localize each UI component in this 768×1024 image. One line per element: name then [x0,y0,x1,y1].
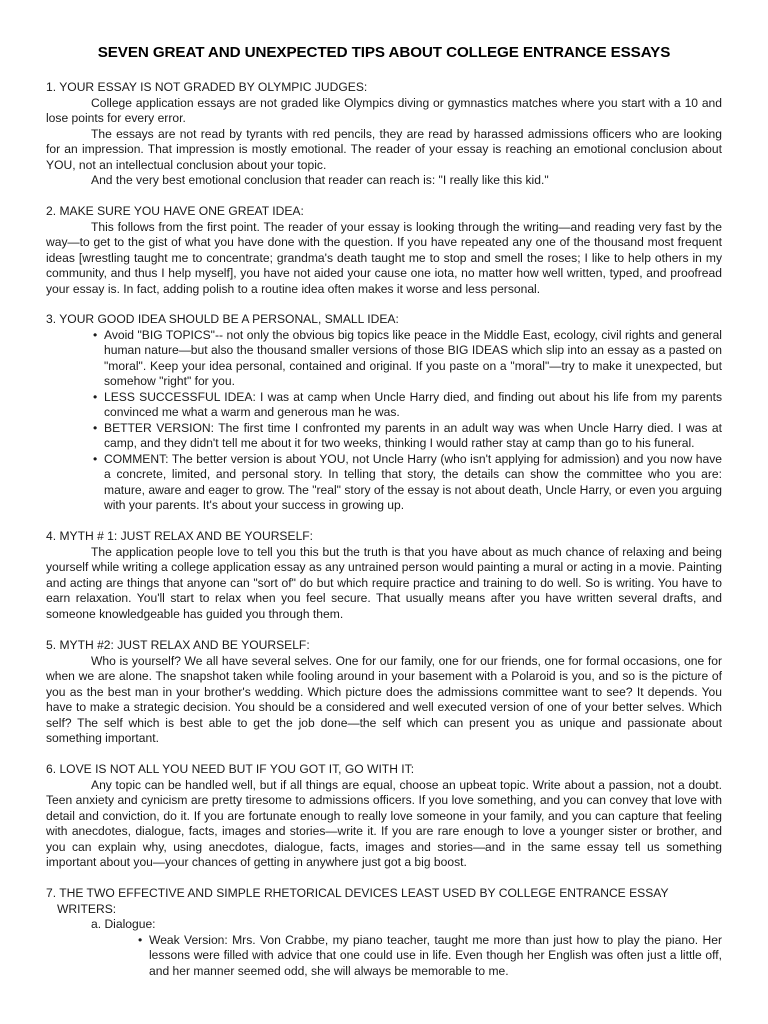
bullet-list [46,933,722,980]
section-heading: 3. YOUR GOOD IDEA SHOULD BE A PERSONAL, SMALL IDEA: [46,312,399,326]
list-item [91,421,722,452]
bullet-icon: • [93,389,98,404]
section-heading: 1. YOUR ESSAY IS NOT GRADED BY OLYMPIC JUDGES: [46,80,368,94]
bullet-icon: • [93,420,98,435]
paragraph: And the very best emotional conclusion that reader can reach is: "I really like this kid." [91,173,549,187]
section-5 [46,638,722,747]
bullet-list [46,328,722,514]
list-item-text: BETTER VERSION: The first time I confronted my parents in an adult way was when Uncle Harry died. I was at camp, and they didn't tell me about it for two weeks, thinking I would rather stay at camp than go to his funeral. [104,420,722,450]
bullet-icon: • [138,932,143,947]
paragraph: Who is yourself? We all have several selves. One for our family, one for our friends, one for formal occasions, one for when we are alone. The snapshot taken while fooling around in your basement with a Polaroid is you, and so is the picture of you as the best man in your brother's wedding. Which picture does the admissions committee want to see? It depends. You have to make a strategic decision. You should be a considered and well executed version of one of your better selves. Which self? The self which is best able to get the job done—the self which can present you as unique and passionate about something important. [46,653,722,745]
section-4 [46,529,722,622]
section-6 [46,762,722,871]
document-title: SEVEN GREAT AND UNEXPECTED TIPS ABOUT COLLEGE ENTRANCE ESSAYS [97,44,671,61]
section-heading: 7. THE TWO EFFECTIVE AND SIMPLE RHETORICAL DEVICES LEAST USED BY COLLEGE ENTRANCE ESSAY [46,886,669,900]
paragraph: Any topic can be handled well, but if all things are equal, choose an upbeat topic. Write about a passion, not a doubt. Teen anxiety and cynicism are pretty tiresome to admissions officers. If you love something, and you can convey that love with detail and conviction, do it. If you are fortunate enough to really love someone in your family, and you can capture that feeling with anecdotes, dialogue, facts, images and stories—write it. If you are rare enough to love a younger sister or brother, and you can explain why, using anecdotes, dialogue, facts, images and stories—and in the same essay tell us something important about you—your chances of getting in anywhere just got a big boost. [46,777,722,869]
section-heading: 4. MYTH # 1: JUST RELAX AND BE YOURSELF: [46,529,314,543]
list-item-text: Avoid "BIG TOPICS"-- not only the obvious big topics like peace in the Middle East, ecology, civil rights and general human nature—but also the thousand smaller versions of those BIG IDEAS which slip into an essay as a pasted on "moral". Keep your idea personal, contained and original. If you paste on a "moral"—try to make it unexpected, but somehow "right" for you. [104,327,722,388]
section-2 [46,204,722,297]
section-heading-continuation: WRITERS: [57,901,117,916]
paragraph: The application people love to tell you this but the truth is that you have about as much chance of relaxing and being yourself while writing a college application essay as any untrained person would painting a mural or acting in a movie. Painting and acting are things that anyone can "sort of" do but which require practice and training to do well. So is writing. You have to earn relaxation. You'll start to relax when you feel secure. That usually means after you have written several drafts, and someone knowledgeable has guided you through them. [46,544,722,621]
section-heading: 5. MYTH #2: JUST RELAX AND BE YOURSELF: [46,638,310,652]
bullet-icon: • [93,327,98,342]
section-heading: 2. MAKE SURE YOU HAVE ONE GREAT IDEA: [46,204,304,218]
section-1 [46,80,722,189]
subheading: a. Dialogue: [91,917,156,931]
list-item-text: COMMENT: The better version is about YOU, not Uncle Harry (who isn't applying for admission) and you now have a concrete, limited, and personal story. In telling that story, the details can show the committee who you are: mature, aware and eager to grow. The "real" story of the essay is not about death, Uncle Harry, or even you arguing with your parents. It's about your success in growing up. [104,451,722,512]
list-item-text: LESS SUCCESSFUL IDEA: I was at camp when Uncle Harry died, and finding out about his life from my parents convinced me what a warm and generous man he was. [104,389,722,419]
section-heading: 6. LOVE IS NOT ALL YOU NEED BUT IF YOU GOT IT, GO WITH IT: [46,762,415,776]
bullet-icon: • [93,451,98,466]
section-3 [46,312,722,514]
paragraph: This follows from the first point. The reader of your essay is looking through the writing—and reading very fast by the way—to get to the gist of what you have done with the question. If you have repeated any one of the thousand most frequent ideas [wrestling taught me to concentrate; grandma's death taught me to stop and smell the roses; I like to help others in my community, and thus I help myself], you have not aided your cause one iota, no matter how well written, typed, and proofread your essay is. In fact, adding polish to a routine idea often makes it worse and less personal. [46,219,722,296]
list-item [91,452,722,514]
paragraph: The essays are not read by tyrants with red pencils, they are read by harassed admissions officers who are looking for an impression. That impression is mostly emotional. The reader of your essay is reaching an emotional conclusion about YOU, not an intellectual conclusion about your topic. [46,126,722,172]
list-item [136,933,722,980]
list-item [91,390,722,421]
list-item-text: Weak Version: Mrs. Von Crabbe, my piano teacher, taught me more than just how to play the piano. Her lessons were filled with advice that one could use in life. Even though her English was often just a little off, and her manner seemed odd, she will always be memorable to me. [149,932,722,978]
section-7 [46,886,722,979]
list-item [91,328,722,390]
paragraph: College application essays are not graded like Olympics diving or gymnastics matches where you start with a 10 and lose points for every error. [46,95,722,125]
